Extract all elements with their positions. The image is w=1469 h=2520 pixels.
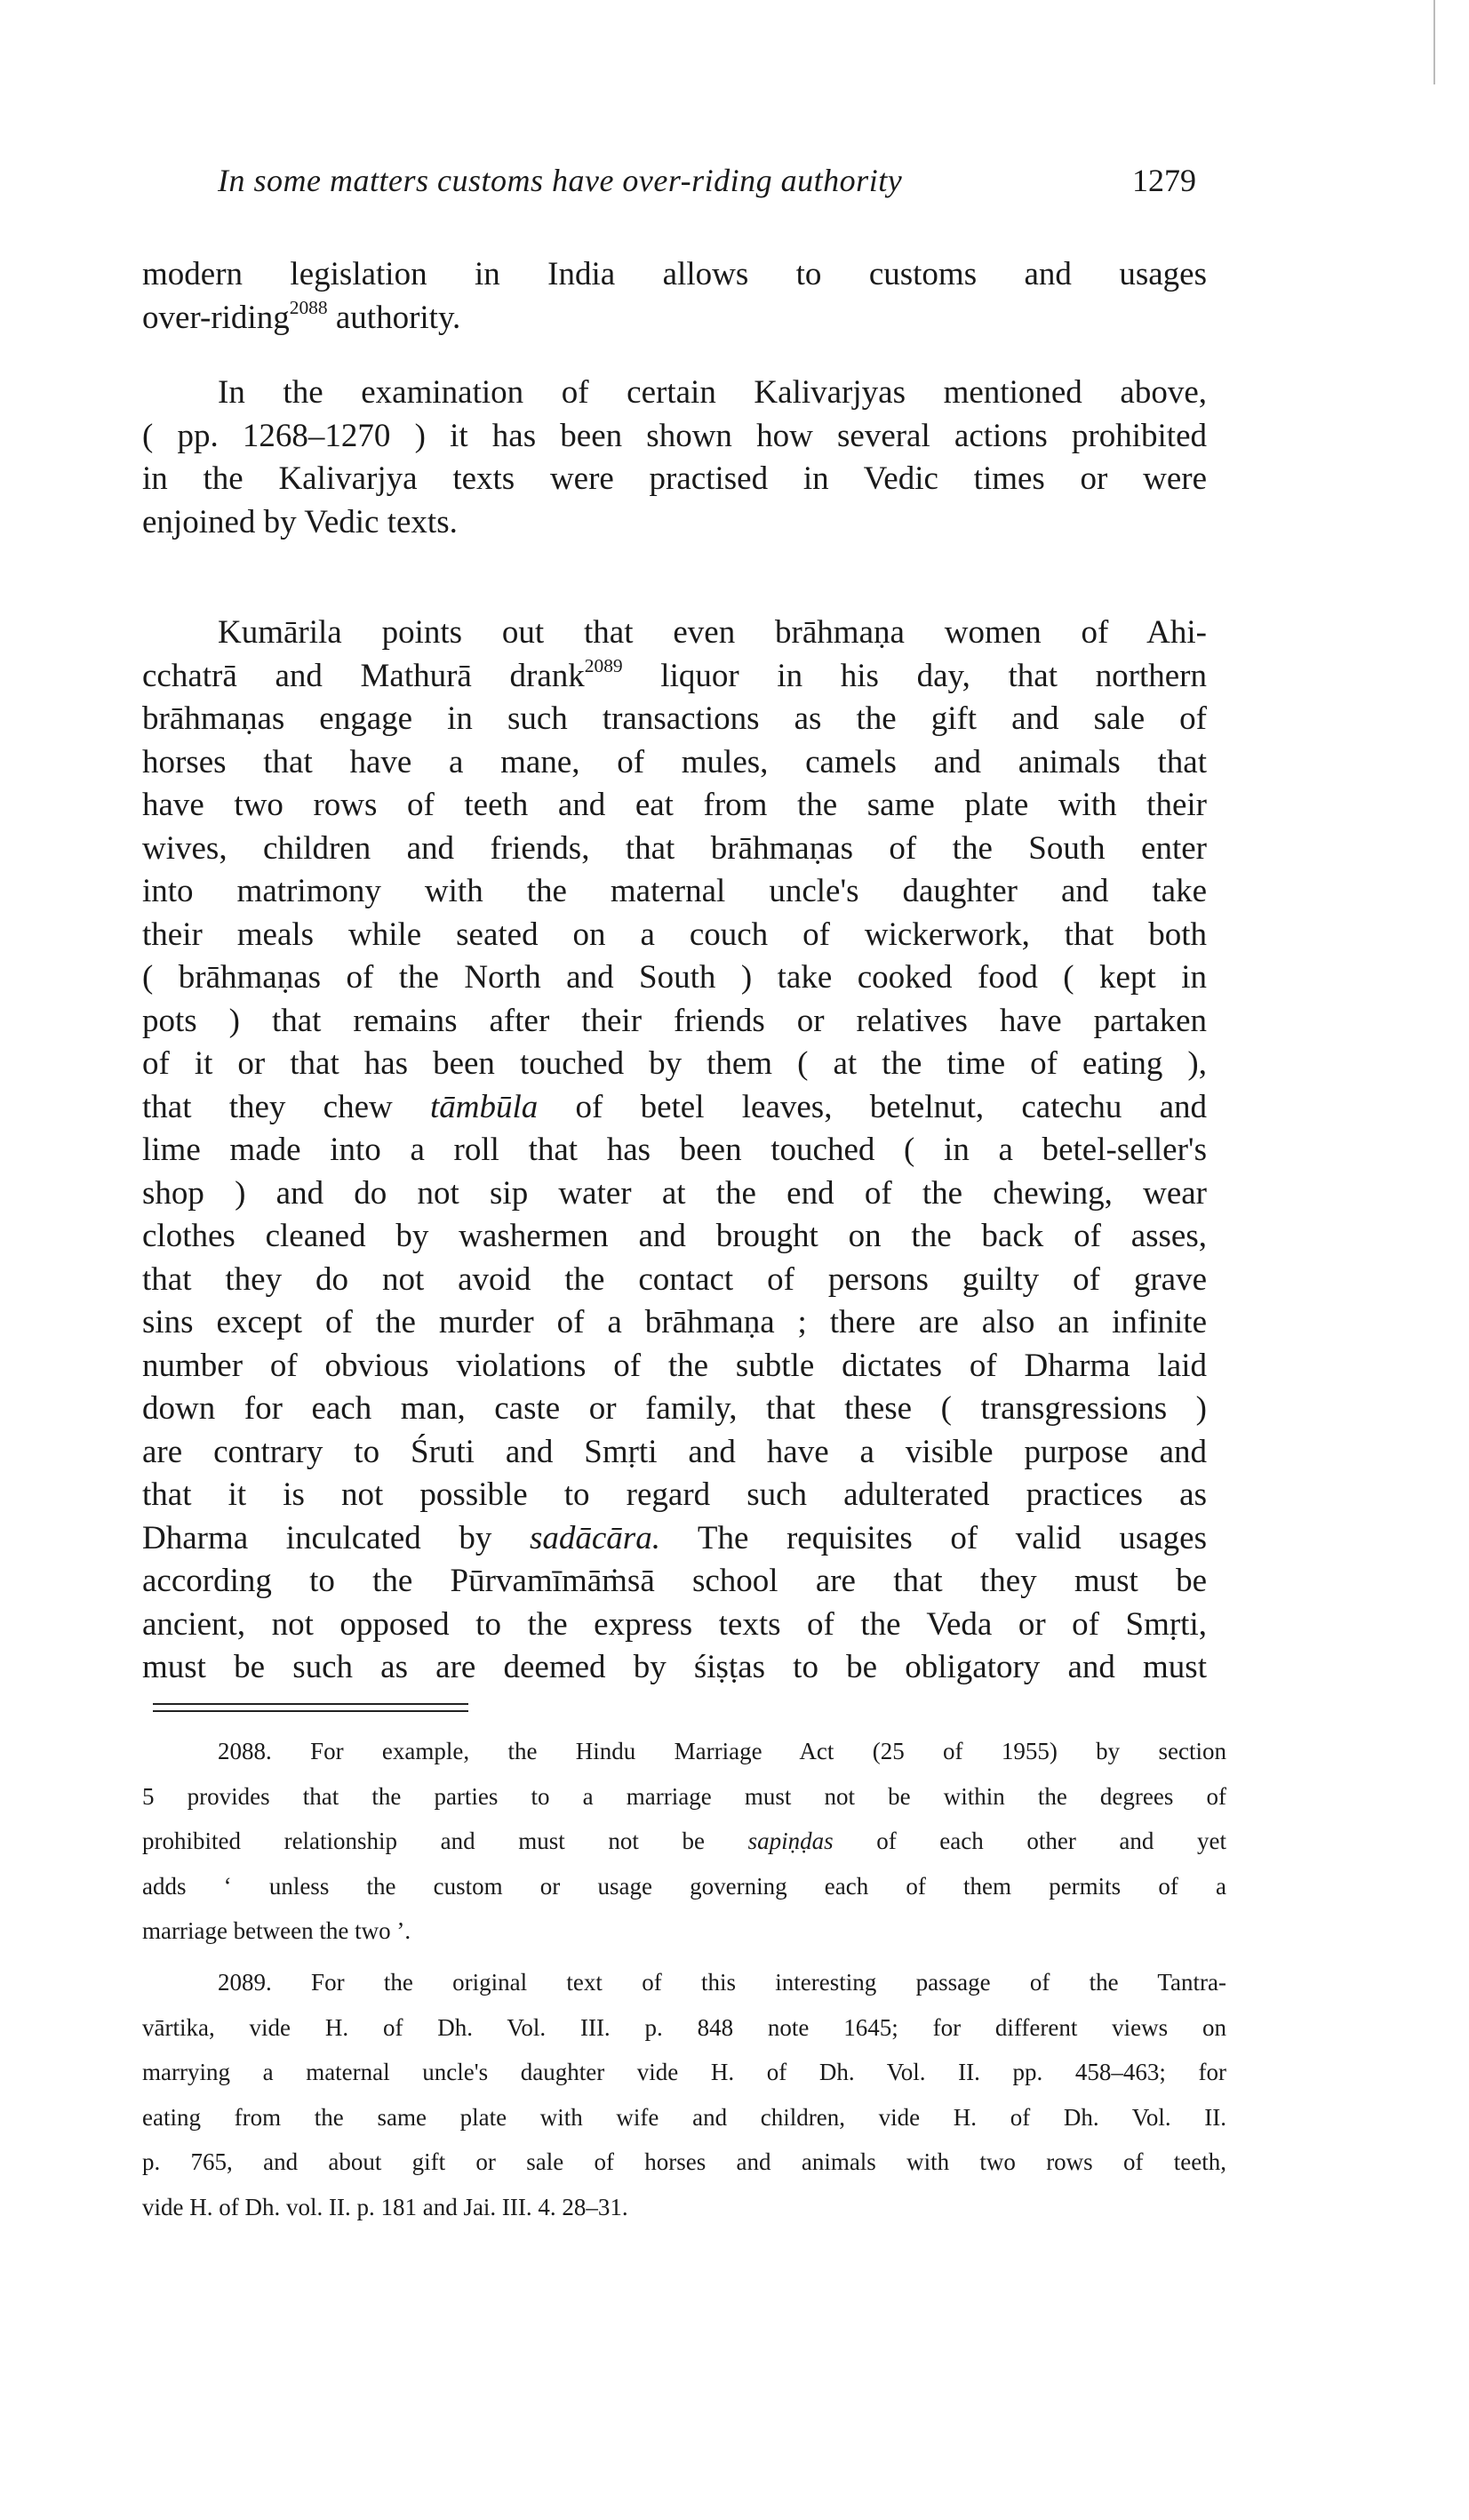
text-run: liquor in his day, that northern (622, 657, 1207, 694)
text-run: into matrimony with the maternal uncle's daughter and take (142, 873, 1207, 909)
text-run: have two rows of teeth and eat from the same plate with their (142, 787, 1207, 823)
text-run: wives, children and friends, that brāhmaṇas of the South enter (142, 829, 1207, 867)
footnote-rule (153, 1703, 468, 1705)
text-line (142, 1774, 1226, 1820)
text-line (142, 1043, 1207, 1086)
text-run: 2088. For example, the Hindu Marriage Act (25 of 1955) by section (218, 1738, 1226, 1764)
text-run: The requisites of valid usages (659, 1519, 1207, 1556)
text-run: ( brāhmaṇas of the North and South ) take cooked food ( kept in (142, 959, 1207, 996)
text-line (142, 1388, 1207, 1431)
running-title: In some matters customs have over-riding authority (218, 163, 903, 198)
text-run: ( pp. 1268–1270 ) it has been shown how several actions prohibited (142, 417, 1207, 454)
text-line (142, 1960, 1226, 2005)
text-run: of it or that has been touched by them ( at the time of eating ), (142, 1045, 1207, 1082)
text-run: number of obvious violations of the subtle dictates of Dharma laid (142, 1347, 1207, 1384)
text-line (142, 1864, 1226, 1909)
text-run: sins except of the murder of a brāhmaṇa ; there are also an infinite (142, 1304, 1207, 1340)
text-line (142, 1560, 1207, 1604)
italic-term: sadācāra. (529, 1519, 660, 1556)
text-run: In the examination of certain Kalivarjyas mentioned above, (218, 374, 1207, 411)
text-line (142, 741, 1207, 785)
text-run: modern legislation in India allows to customs and usages (142, 256, 1207, 292)
footnote-rule (153, 1710, 468, 1712)
text-line (142, 2005, 1226, 2051)
text-run: in the Kalivarjya texts were practised in Vedic times or were (142, 460, 1207, 497)
text-line (142, 870, 1207, 914)
text-run: that it is not possible to regard such adulterated practices as (142, 1476, 1207, 1513)
footnote-2088 (142, 1729, 1226, 1954)
body-paragraph-3 (142, 612, 1207, 1690)
text-run: of each other and yet (833, 1828, 1227, 1854)
text-line (142, 1129, 1207, 1172)
text-line (142, 1000, 1207, 1044)
text-run: eating from the same plate with wife and children, vide H. of Dh. Vol. II. (142, 2103, 1226, 2131)
text-line (142, 956, 1207, 1000)
footnote-2089 (142, 1960, 1226, 2229)
text-line (142, 655, 1207, 699)
text-line (142, 2185, 1226, 2230)
text-run: 2089. For the original text of this interesting passage of the Tantra- (218, 1969, 1226, 1996)
text-run: shop ) and do not sip water at the end of the chewing, wear (142, 1174, 1207, 1212)
page-number: 1279 (1132, 163, 1196, 198)
text-run: prohibited relationship and must not be (142, 1828, 748, 1854)
italic-term: tāmbūla (430, 1088, 539, 1125)
text-run: according to the Pūrvamīmāṁsā school are that they must be (142, 1563, 1207, 1599)
text-run: authority. (327, 299, 461, 336)
text-run: enjoined by Vedic texts. (142, 503, 458, 540)
text-line (142, 458, 1207, 501)
text-run: Kumārila points out that even brāhmaṇa women of Ahi- (218, 614, 1207, 651)
text-run: adds ‘ unless the custom or usage governing each of them permits of a (142, 1872, 1226, 1900)
text-line (142, 828, 1207, 871)
text-run: horses that have a mane, of mules, camels and animals that (142, 743, 1207, 780)
text-line (142, 914, 1207, 957)
text-run: ancient, not opposed to the express texts of the Veda or of Smṛti, (142, 1605, 1207, 1643)
text-line (142, 1431, 1207, 1475)
text-run: vārtika, vide H. of Dh. Vol. III. p. 848 note 1645; for different views on (142, 2013, 1226, 2041)
text-line (142, 1819, 1226, 1864)
text-line (142, 612, 1207, 655)
text-line (142, 1517, 1207, 1561)
text-run: down for each man, caste or family, that these ( transgressions ) (142, 1390, 1207, 1427)
text-run: over-riding (142, 299, 290, 336)
text-line (142, 415, 1207, 459)
text-line (142, 1259, 1207, 1302)
text-run: must be such as are deemed by śiṣṭas to be obligatory and must (142, 1649, 1207, 1685)
text-line (142, 2140, 1226, 2185)
text-line (142, 372, 1207, 415)
text-line (142, 1604, 1207, 1647)
text-line (142, 1908, 1226, 1954)
text-line (142, 1301, 1207, 1345)
text-line (142, 1345, 1207, 1388)
text-run: are contrary to Śruti and Smṛti and have a visible purpose and (142, 1433, 1207, 1470)
text-line (142, 253, 1207, 297)
footnote-reference: 2088 (289, 296, 328, 318)
text-run: cchatrā and Mathurā drank (142, 657, 585, 694)
text-run: vide H. of Dh. vol. II. p. 181 and Jai. III. 4. 28–31. (142, 2193, 628, 2220)
text-run: marrying a maternal uncle's daughter vide H. of Dh. Vol. II. pp. 458–463; for (142, 2059, 1226, 2085)
italic-term: sapiṇḍas (747, 1828, 834, 1854)
text-line (142, 297, 1207, 340)
scan-edge-line (1433, 0, 1435, 84)
text-line (142, 2050, 1226, 2095)
text-run: marriage between the two ’. (142, 1917, 411, 1944)
text-line (142, 2095, 1226, 2140)
text-line (142, 1646, 1207, 1690)
footnote-reference: 2089 (584, 654, 623, 676)
text-line (142, 1086, 1207, 1130)
text-line (142, 501, 1207, 545)
text-line (142, 1172, 1207, 1216)
text-run: 5 provides that the parties to a marriage must not be within the degrees of (142, 1782, 1226, 1810)
text-line (142, 1729, 1226, 1774)
text-run: pots ) that remains after their friends or relatives have partaken (142, 1002, 1207, 1039)
text-line (142, 698, 1207, 741)
text-line (142, 1474, 1207, 1517)
text-line (142, 1215, 1207, 1259)
text-run: clothes cleaned by washermen and brought on the back of asses, (142, 1218, 1207, 1254)
text-line (142, 784, 1207, 828)
text-run: their meals while seated on a couch of wickerwork, that both (142, 916, 1207, 953)
text-run: that they chew (142, 1088, 430, 1125)
body-paragraph-1 (142, 253, 1207, 340)
text-run: that they do not avoid the contact of persons guilty of grave (142, 1260, 1207, 1298)
text-run: Dharma inculcated by (142, 1519, 530, 1556)
text-run: of betel leaves, betelnut, catechu and (538, 1088, 1208, 1125)
body-paragraph-2 (142, 372, 1207, 544)
text-run: p. 765, and about gift or sale of horses and animals with two rows of teeth, (142, 2148, 1226, 2175)
text-run: lime made into a roll that has been touched ( in a betel-seller's (142, 1132, 1207, 1168)
text-run: brāhmaṇas engage in such transactions as the gift and sale of (142, 700, 1207, 737)
